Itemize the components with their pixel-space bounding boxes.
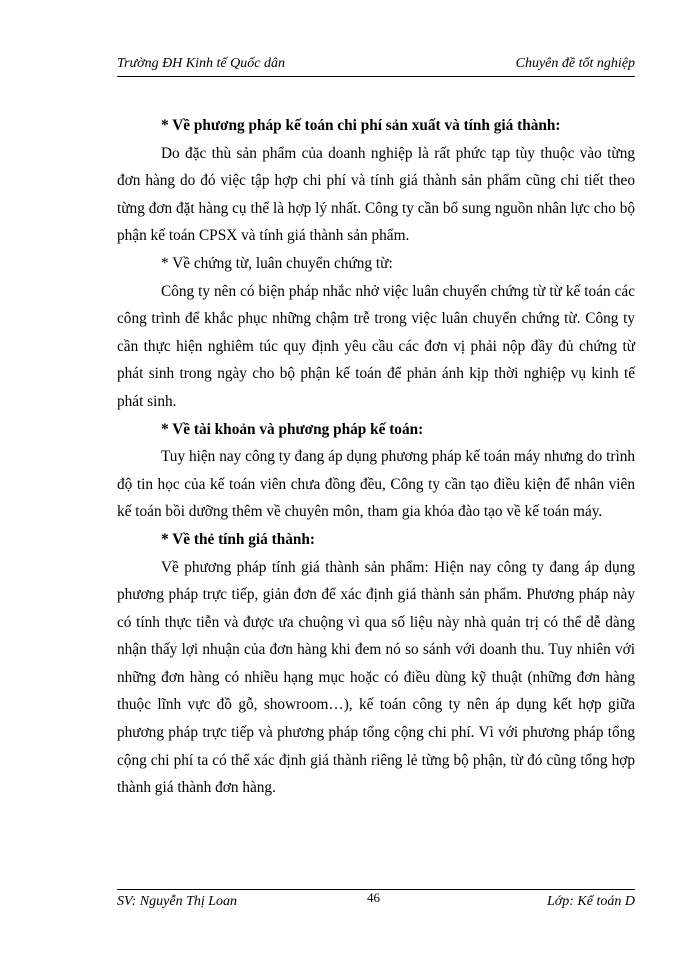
heading-accounts-method: * Về tài khoản và phương pháp kế toán: [161, 420, 424, 438]
paragraph-vouchers: Công ty nên có biện pháp nhắc nhở việc luân chuyển chứng từ từ kế toán các công trình để khắc phục những chậm trễ trong việc luân chuyển chứng từ. Công ty cần thực hiện nghiêm túc quy định yêu cầu các đơn vị phải nộp đầy đủ chứng từ phát sinh trong ngày cho bộ phận kế toán để phản ánh kịp thời nghiệp vụ kinh tế phát sinh. [117, 282, 635, 410]
paragraph-cost-accounting: Do đặc thù sản phẩm của doanh nghiệp là rất phức tạp tùy thuộc vào từng đơn hàng do đó việc tập hợp chi phí và tính giá thành sản phẩm cũng chi tiết theo từng đơn đặt hàng cụ thể là hợp lý nhất. Công ty cần bổ sung nguồn nhân lực cho bộ phận kế toán CPSX và tính giá thành sản phẩm. [117, 144, 635, 245]
page-footer [117, 889, 635, 912]
paragraph-costing-card: Về phương pháp tính giá thành sản phẩm: Hiện nay công ty đang áp dụng phương pháp trực tiếp, giản đơn để xác định giá thành sản phẩm. Phương pháp này có tính thực tiễn và được ưa chuộng vì qua số liệu này nhà quản trị có thể dễ dàng nhận thấy lợi nhuận của đơn hàng khi đem nó so sánh với doanh thu. Tuy nhiên với những đơn hàng có nhiều hạng mục hoặc có điều dùng kỹ thuật (những đơn hàng thuộc lĩnh vực đồ gỗ, showroom…), kế toán công ty nên áp dụng kết hợp giữa phương pháp trực tiếp và phương pháp tổng cộng chi phí. Vì với phương pháp tổng cộng chi phí ta có thể xác định giá thành riêng lẻ từng bộ phận, từ đó cũng tổng hợp thành giá thành đơn hàng. [117, 558, 635, 797]
header-university: Trường ĐH Kinh tế Quốc dân [117, 56, 285, 71]
page-header [117, 56, 635, 77]
footer-student-name: SV: Nguyễn Thị Loan [117, 894, 238, 909]
header-document-type: Chuyên đề tốt nghiệp [515, 56, 635, 71]
paragraph-accounts-method: Tuy hiện nay công ty đang áp dụng phương pháp kế toán máy nhưng do trình độ tin học của kế toán viên chưa đồng đều, Công ty cần tạo điều kiện để nhân viên kế toán bồi dưỡng thêm về chuyên môn, tham gia khóa đào tạo về kế toán máy. [117, 448, 635, 521]
heading-vouchers: * Về chứng từ, luân chuyển chứng từ: [161, 254, 393, 272]
heading-costing-card: * Về thẻ tính giá thành: [161, 530, 315, 548]
heading-cost-accounting-method: * Về phương pháp kế toán chi phí sản xuất và tính giá thành: [161, 117, 561, 134]
page-body [117, 112, 635, 802]
footer-class: Lớp: Kế toán D [547, 894, 635, 909]
page-number: 46 [367, 890, 380, 905]
